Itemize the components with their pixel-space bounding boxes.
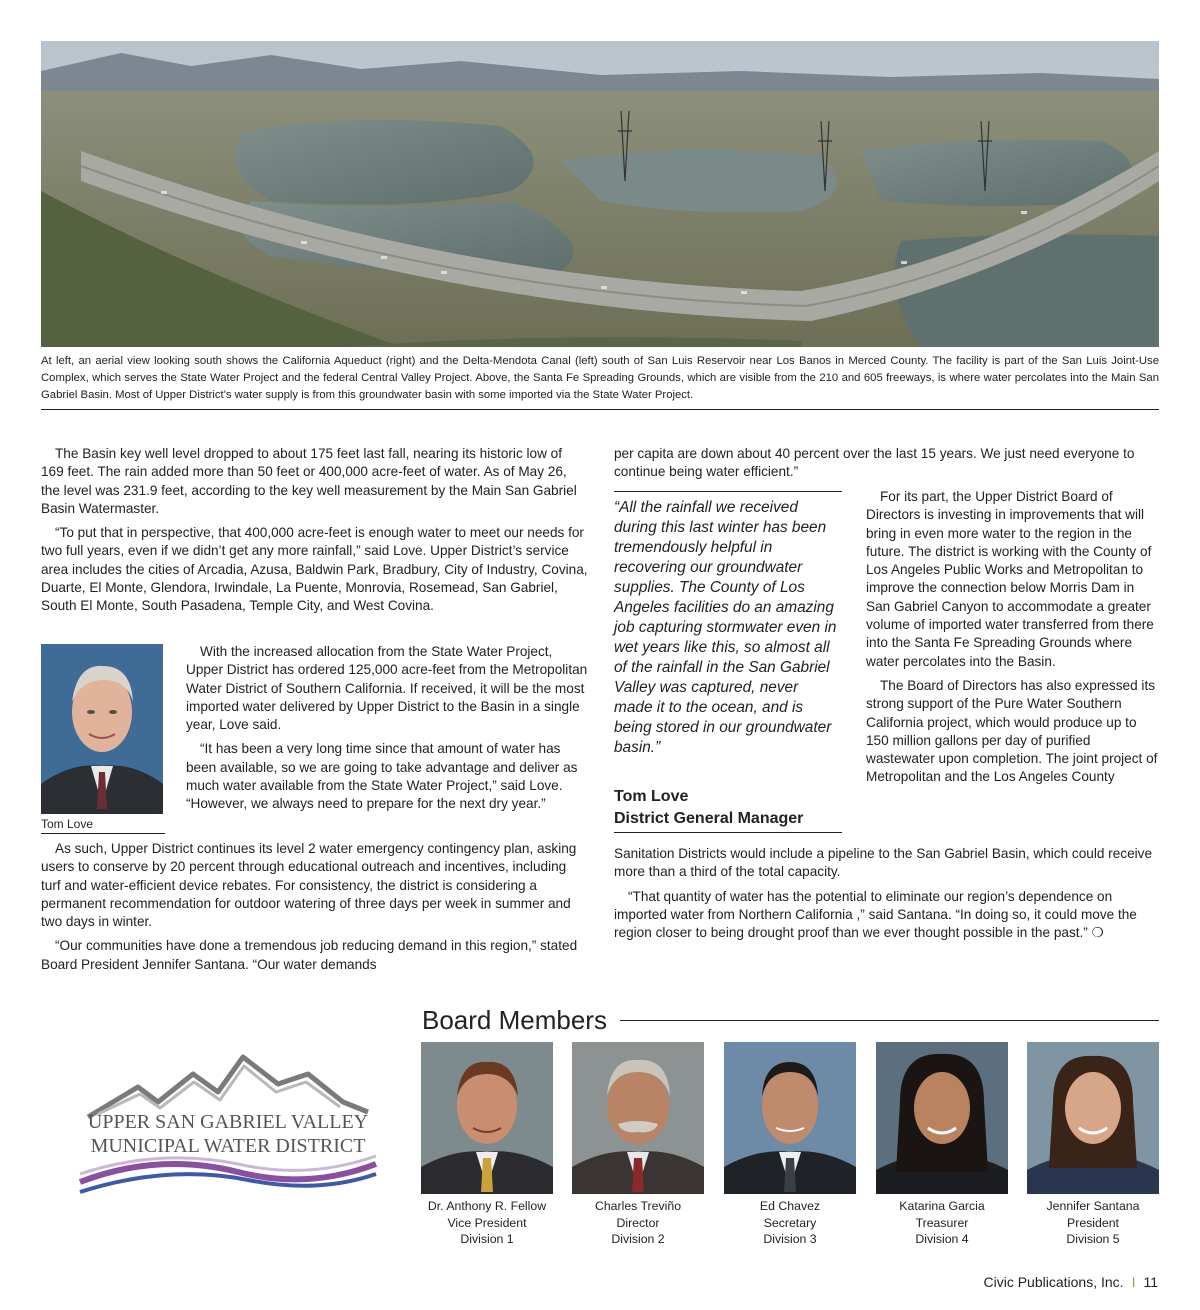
member-photo xyxy=(1027,1042,1159,1194)
member-division: Division 3 xyxy=(763,1232,817,1247)
member-photo xyxy=(421,1042,553,1194)
member-name: Dr. Anthony R. Fellow xyxy=(427,1199,547,1213)
pullquote-name: Tom Love xyxy=(614,788,689,805)
footer-separator: I xyxy=(1131,1274,1136,1290)
hero-aerial-photo xyxy=(41,41,1159,347)
article-paragraph: “That quantity of water has the potential to eliminate our region’s dependence on imported water from Northern California ,” said Santana. “In doing so, it could move the region closer to being drought proof than we ever thought possible in the past.” ❍ xyxy=(614,888,1137,941)
tom-love-label: Tom Love xyxy=(41,817,94,831)
article-paragraph: The Board of Directors has also expressed its strong support of the Pure Water Southern California project, which would produce up to 150 million gallons per day of purified wastewater upon completion. The joint project of Metropolitan and the Los Angeles County xyxy=(866,677,1158,785)
logo-line-2: MUNICIPAL WATER DISTRICT xyxy=(90,1135,366,1157)
tom-love-photo xyxy=(41,644,163,814)
member-role: Treasurer xyxy=(915,1215,969,1230)
member-photo xyxy=(724,1042,856,1194)
board-member-3 xyxy=(724,1042,856,1248)
pullquote-text: “All the rainfall we received during this last winter has been tremendously helpful in recovering our groundwater supplies. The County of Los Angeles facilities do an amazing job capturing stormwater even in wet years like this, so almost all of the rainfall in the San Gabriel Valley was captured, never made it to the ocean, and is being stored in our groundwater basin.” xyxy=(614,499,837,756)
article-paragraph: Sanitation Districts would include a pipeline to the San Gabriel Basin, which could receive more than a third of the total capacity. xyxy=(614,846,1153,880)
member-division: Division 4 xyxy=(915,1232,969,1247)
member-name: Jennifer Santana xyxy=(1046,1199,1140,1213)
board-heading: Board Members xyxy=(422,1004,611,1036)
publisher-name: Civic Publications, Inc. xyxy=(983,1274,1124,1290)
member-role: Vice President xyxy=(447,1215,527,1230)
article-paragraph: “It has been a very long time since that amount of water has been available, so we are going to take advantage and deliver as much water available from the State Water Project,” said Love. “However, we always need to prepare for the next dry year.” xyxy=(186,741,578,812)
district-logo xyxy=(78,1052,378,1200)
article-paragraph: “To put that in perspective, that 400,000 acre-feet is enough water to meet our needs for two full years, even if we didn’t get any more rainfall,” said Love. Upper District’s service area includes the cities of Arcadia, Azusa, Baldwin Park, Bradbury, City of Industry, Covina, Duarte, El Monte, Glendora, Irwindale, La Puente, Monrovia, Rosemead, San Gabriel, South El Monte, South Pasadena, Temple City, and West Covina. xyxy=(41,525,588,614)
article-paragraph: The Basin key well level dropped to about 175 feet last fall, nearing its historic low of 169 feet. The rain added more than 50 feet or 400,000 acre-feet of water. As of May 26, the level was 231.9 feet, according to the key well measurement by the Main San Gabriel Basin Watermaster. xyxy=(41,446,577,516)
board-member-2 xyxy=(572,1042,704,1248)
member-division: Division 2 xyxy=(611,1232,665,1247)
article-paragraph: As such, Upper District continues its level 2 water emergency contingency plan, asking users to conserve by 20 percent through educational outreach and incentives, including turf and water-efficient device rebates. For consistency, the district is considering a permanent recommendation for outdoor watering of three days per week in summer and two days in winter. xyxy=(41,841,577,930)
article-paragraph: With the increased allocation from the State Water Project, Upper District has ordered 125,000 acre-feet from the Metropolitan Water District of Southern California. If received, it will be the most imported water delivered by Upper District to the Basin in a single year, Love said. xyxy=(186,644,588,733)
caption-divider xyxy=(41,409,1159,410)
board-heading-rule xyxy=(620,1020,1159,1021)
member-name: Katarina Garcia xyxy=(899,1199,985,1213)
tom-love-portrait xyxy=(41,644,165,833)
article-left-wrap xyxy=(186,643,588,820)
hero-caption: At left, an aerial view looking south shows the California Aqueduct (right) and the Delta-Mendota Canal (left) south of San Luis Reservoir near Los Banos in Merced County. The facility is part of the San Luis Joint-Use Complex, which serves the State Water Project and the federal Central Valley Project. Above, the Santa Fe Spreading Grounds, which are visible from the 210 and 605 freeways, is where water percolates into the Main San Gabriel Basin. Most of Upper District's water supply is from this groundwater basin with some imported via the State Water Project. xyxy=(41,355,1159,401)
member-division: Division 5 xyxy=(1066,1232,1120,1247)
article-right-lower xyxy=(614,845,1159,948)
pullquote-top-rule xyxy=(614,491,842,492)
pullquote-attribution xyxy=(614,786,854,830)
board-member-4 xyxy=(876,1042,1008,1248)
member-name: Charles Treviño xyxy=(594,1199,682,1213)
member-role: President xyxy=(1067,1215,1119,1230)
board-member-1 xyxy=(421,1042,553,1248)
portrait-divider xyxy=(41,833,165,834)
pullquote-title: District General Manager xyxy=(614,810,804,827)
article-right-narrow xyxy=(866,488,1159,793)
member-photo xyxy=(876,1042,1008,1194)
page-number: 11 xyxy=(1143,1274,1158,1290)
aerial-photo-illustration xyxy=(41,41,1159,347)
member-name: Ed Chavez xyxy=(759,1199,821,1213)
member-photo xyxy=(572,1042,704,1194)
pullquote-bottom-rule xyxy=(614,832,842,833)
article-right-top xyxy=(614,445,1159,488)
article-paragraph: per capita are down about 40 percent over the last 15 years. We just need everyone to continue being water efficient.” xyxy=(614,446,1135,480)
article-left-column xyxy=(41,445,588,622)
article-left-lower xyxy=(41,840,588,980)
article-paragraph: “Our communities have done a tremendous job reducing demand in this region,” stated Board President Jennifer Santana. “Our water demands xyxy=(41,938,578,972)
article-paragraph: For its part, the Upper District Board of Directors is investing in improvements that will bring in even more water to the region in the future. The district is working with the County of Los Angeles Public Works and Metropolitan to improve the connection below Morris Dam in San Gabriel Canyon to accommodate a greater volume of imported water transferred from there into the Santa Fe Spreading Grounds where water percolates into the Basin. xyxy=(866,489,1154,669)
board-member-5 xyxy=(1027,1042,1159,1248)
page-footer xyxy=(984,1273,1159,1291)
member-role: Director xyxy=(616,1215,660,1230)
member-role: Secretary xyxy=(763,1215,817,1230)
logo-line-1: UPPER SAN GABRIEL VALLEY xyxy=(87,1111,369,1133)
member-division: Division 1 xyxy=(460,1232,514,1247)
